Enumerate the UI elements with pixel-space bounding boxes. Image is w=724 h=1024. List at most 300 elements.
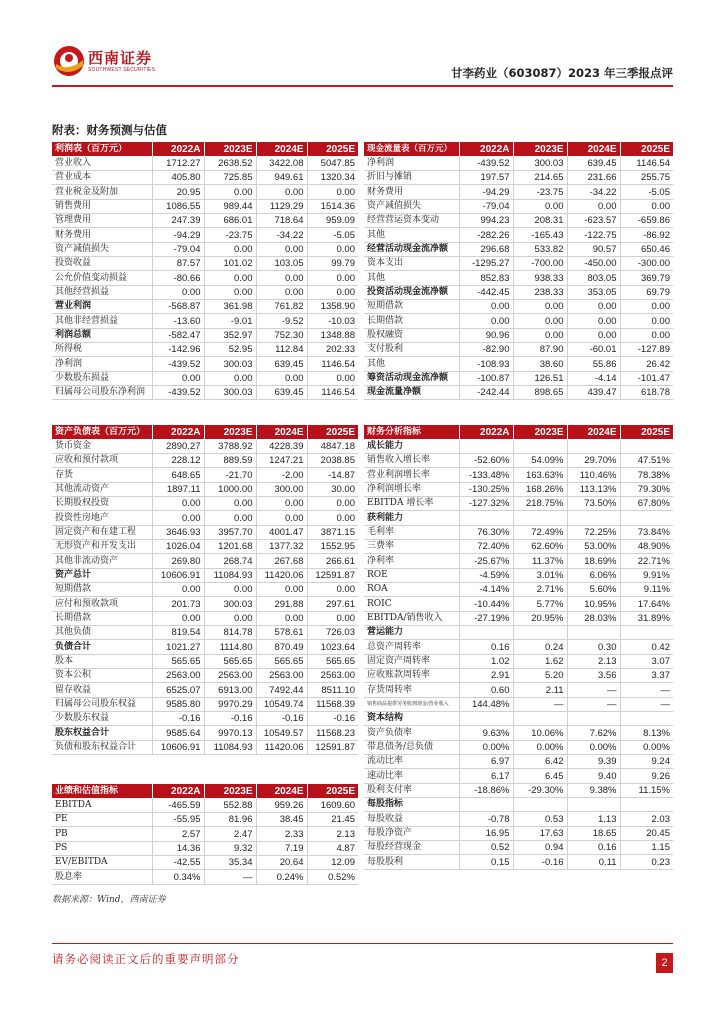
value-cell: 3.37 xyxy=(620,669,673,683)
value-cell: 565.65 xyxy=(256,654,307,668)
table-row xyxy=(364,199,673,213)
value-cell: 0.00 xyxy=(152,511,204,525)
row-label: 归属母公司股东权益 xyxy=(52,697,152,711)
value-cell: 4847.18 xyxy=(307,439,358,453)
value-cell: 725.85 xyxy=(204,171,256,185)
value-cell: 2.91 xyxy=(459,669,513,683)
row-label: 现金流量净额 xyxy=(364,386,459,400)
row-label: 负债合计 xyxy=(52,640,152,654)
value-cell: 3.56 xyxy=(567,669,620,683)
year-header-cell: 2025E xyxy=(307,425,358,439)
value-cell: 144.48% xyxy=(459,697,513,711)
table-row xyxy=(52,482,358,496)
year-header-cell: 2025E xyxy=(620,425,673,439)
year-header-cell: 2024E xyxy=(256,425,307,439)
table-row xyxy=(364,185,673,199)
value-cell: -101.47 xyxy=(620,371,673,385)
value-cell: 10606.91 xyxy=(152,568,204,582)
table-row xyxy=(52,199,358,213)
value-cell: 7.62% xyxy=(567,726,620,740)
value-cell: 0.00 xyxy=(204,185,256,199)
row-label: 每股收益 xyxy=(364,812,459,826)
value-cell: 73.84% xyxy=(620,525,673,539)
value-cell: 0.00 xyxy=(256,271,307,285)
value-cell: 214.65 xyxy=(513,171,567,185)
value-cell: -700.00 xyxy=(513,257,567,271)
year-header-cell: 2024E xyxy=(567,142,620,156)
value-cell: 5.60% xyxy=(567,583,620,597)
row-label: 筹资活动现金流净额 xyxy=(364,371,459,385)
row-label: 销售费用 xyxy=(52,199,152,213)
value-cell: 0.00 xyxy=(513,328,567,342)
table-row xyxy=(364,228,673,242)
table-row xyxy=(52,525,358,539)
table-row xyxy=(364,755,673,769)
value-cell: 1514.36 xyxy=(307,199,358,213)
row-label: 其他经营损益 xyxy=(52,285,152,299)
value-cell: -52.60% xyxy=(459,454,513,468)
table-row xyxy=(52,300,358,314)
table-row xyxy=(52,468,358,482)
table-row xyxy=(52,242,358,256)
value-cell: -80.66 xyxy=(152,271,204,285)
value-cell: 101.02 xyxy=(204,257,256,271)
table-row xyxy=(364,285,673,299)
value-cell: 9.11% xyxy=(620,583,673,597)
table-row xyxy=(52,740,358,754)
value-cell: -465.59 xyxy=(152,798,204,812)
table-row xyxy=(364,568,673,582)
row-label: 其他 xyxy=(364,357,459,371)
table-row xyxy=(52,439,358,453)
value-cell: 28.03% xyxy=(567,611,620,625)
row-label: 净利润增长率 xyxy=(364,482,459,496)
row-label: 资本公积 xyxy=(52,669,152,683)
table-row xyxy=(364,841,673,855)
table-row xyxy=(364,439,673,453)
table-row xyxy=(364,597,673,611)
row-label: 财务费用 xyxy=(364,185,459,199)
table-row xyxy=(364,371,673,385)
value-cell: 291.88 xyxy=(256,597,307,611)
value-cell: 268.74 xyxy=(204,554,256,568)
value-cell: 0.16 xyxy=(459,640,513,654)
row-label: 存货周转率 xyxy=(364,683,459,697)
table-row xyxy=(364,468,673,482)
year-header-cell: 2022A xyxy=(152,784,204,798)
value-cell: — xyxy=(620,697,673,711)
table-row xyxy=(52,683,358,697)
value-cell: 1247.21 xyxy=(256,454,307,468)
value-cell: 1552.95 xyxy=(307,540,358,554)
table-row xyxy=(52,841,358,855)
value-cell: 8.13% xyxy=(620,726,673,740)
value-cell: -14.87 xyxy=(307,468,358,482)
value-cell: 113.13% xyxy=(567,482,620,496)
value-cell: 0.00 xyxy=(307,271,358,285)
row-label: 短期借款 xyxy=(52,583,152,597)
value-cell: 11568.23 xyxy=(307,726,358,740)
table-header-row xyxy=(52,425,358,439)
row-label: EV/EBITDA xyxy=(52,856,152,870)
value-cell: -1295.27 xyxy=(459,257,513,271)
value-cell: -133.48% xyxy=(459,468,513,482)
row-label: EBITDA/销售收入 xyxy=(364,611,459,625)
table-row xyxy=(364,156,673,170)
value-cell: 266.61 xyxy=(307,554,358,568)
value-cell: 718.64 xyxy=(256,214,307,228)
value-cell: -9.52 xyxy=(256,314,307,328)
value-cell: 0.00 xyxy=(152,371,204,385)
row-label: 支付股利 xyxy=(364,343,459,357)
value-cell: -10.44% xyxy=(459,597,513,611)
row-label: ROIC xyxy=(364,597,459,611)
value-cell: 0.00 xyxy=(620,199,673,213)
row-label: 负债和股东权益合计 xyxy=(52,740,152,754)
value-cell: 163.63% xyxy=(513,468,567,482)
value-cell xyxy=(513,798,567,812)
value-cell: — xyxy=(567,683,620,697)
value-cell: 819.54 xyxy=(152,626,204,640)
value-cell xyxy=(567,712,620,726)
row-label: 营业税金及附加 xyxy=(52,185,152,199)
value-cell: 1609.60 xyxy=(307,798,358,812)
value-cell xyxy=(620,511,673,525)
value-cell: 12591.87 xyxy=(307,568,358,582)
value-cell: 99.79 xyxy=(307,257,358,271)
row-label: 所得税 xyxy=(52,343,152,357)
value-cell: 898.65 xyxy=(513,386,567,400)
value-cell: -127.32% xyxy=(459,497,513,511)
value-cell: 6.42 xyxy=(513,755,567,769)
row-label: 其他流动资产 xyxy=(52,482,152,496)
value-cell: 3422.08 xyxy=(256,156,307,170)
value-cell: 11.37% xyxy=(513,554,567,568)
value-cell: 52.95 xyxy=(204,343,256,357)
value-cell: 48.90% xyxy=(620,540,673,554)
value-cell: -439.52 xyxy=(152,357,204,371)
value-cell: -130.25% xyxy=(459,482,513,496)
row-label: 其他 xyxy=(364,228,459,242)
value-cell: 208.31 xyxy=(513,214,567,228)
value-cell: 1712.27 xyxy=(152,156,204,170)
value-cell: -439.52 xyxy=(152,386,204,400)
value-cell: 11.15% xyxy=(620,783,673,797)
value-cell xyxy=(513,712,567,726)
value-cell: -79.04 xyxy=(459,199,513,213)
value-cell: 126.51 xyxy=(513,371,567,385)
value-cell: -23.75 xyxy=(513,185,567,199)
row-label: 成长能力 xyxy=(364,439,459,453)
row-label: 经营活动现金流净额 xyxy=(364,242,459,256)
table-row xyxy=(52,497,358,511)
logo-subtitle: SOUTHWEST SECURITIES xyxy=(88,67,156,73)
value-cell: 2.13 xyxy=(307,827,358,841)
value-cell: 5.77% xyxy=(513,597,567,611)
value-cell: -300.00 xyxy=(620,257,673,271)
value-cell: 0.42 xyxy=(620,640,673,654)
row-label: 股本 xyxy=(52,654,152,668)
value-cell: 72.25% xyxy=(567,525,620,539)
value-cell: -94.29 xyxy=(459,185,513,199)
value-cell: 81.96 xyxy=(204,813,256,827)
value-cell: 11420.06 xyxy=(256,740,307,754)
value-cell: 14.36 xyxy=(152,841,204,855)
value-cell: 7.19 xyxy=(256,841,307,855)
value-cell: 10.06% xyxy=(513,726,567,740)
year-header-cell: 2023E xyxy=(204,142,256,156)
value-cell: 4.87 xyxy=(307,841,358,855)
value-cell: 439.47 xyxy=(567,386,620,400)
value-cell: 3871.15 xyxy=(307,525,358,539)
value-cell: 2563.00 xyxy=(152,669,204,683)
value-cell: 0.52 xyxy=(459,841,513,855)
value-cell: 2038.85 xyxy=(307,454,358,468)
value-cell: -0.16 xyxy=(307,712,358,726)
row-label: 资本结构 xyxy=(364,712,459,726)
table-row xyxy=(52,654,358,668)
table-header-row xyxy=(364,142,673,156)
value-cell xyxy=(513,626,567,640)
row-label: 其他负债 xyxy=(52,626,152,640)
year-header-cell: 2024E xyxy=(256,142,307,156)
value-cell: 17.64% xyxy=(620,597,673,611)
value-cell: 353.05 xyxy=(567,285,620,299)
value-cell: -4.59% xyxy=(459,568,513,582)
value-cell: 11568.39 xyxy=(307,697,358,711)
value-cell: -5.05 xyxy=(307,228,358,242)
row-label: PB xyxy=(52,827,152,841)
value-cell: -582.47 xyxy=(152,328,204,342)
row-label: 每股指标 xyxy=(364,798,459,812)
value-cell: 814.78 xyxy=(204,626,256,640)
value-cell: 0.00 xyxy=(567,300,620,314)
row-label: 资产负债率 xyxy=(364,726,459,740)
value-cell: 533.82 xyxy=(513,242,567,256)
data-source-note: 数据来源：Wind，西南证券 xyxy=(52,895,166,905)
year-header-cell: 2023E xyxy=(513,142,567,156)
value-cell: 9585.80 xyxy=(152,697,204,711)
value-cell: — xyxy=(513,697,567,711)
year-header-cell: 2025E xyxy=(620,142,673,156)
value-cell xyxy=(567,798,620,812)
row-label: 长期借款 xyxy=(52,611,152,625)
value-cell: 0.00 xyxy=(567,199,620,213)
table-title-cell: 财务分析指标 xyxy=(364,425,459,439)
value-cell: 0.00 xyxy=(204,371,256,385)
value-cell: 9.40 xyxy=(567,769,620,783)
value-cell: -0.16 xyxy=(204,712,256,726)
value-cell: 20.95 xyxy=(152,185,204,199)
table-row xyxy=(52,669,358,683)
value-cell: 1348.88 xyxy=(307,328,358,342)
value-cell xyxy=(620,439,673,453)
value-cell xyxy=(620,712,673,726)
value-cell: -100.87 xyxy=(459,371,513,385)
row-label: 每股净资产 xyxy=(364,826,459,840)
row-label: PS xyxy=(52,841,152,855)
row-label: 总资产周转率 xyxy=(364,640,459,654)
value-cell: -4.14 xyxy=(567,371,620,385)
value-cell: -82.90 xyxy=(459,343,513,357)
value-cell: 0.53 xyxy=(513,812,567,826)
row-label: 无形资产和开发支出 xyxy=(52,540,152,554)
row-label: 销售商品提供劳务收到现金/营业收入 xyxy=(364,697,459,711)
value-cell: -25.67% xyxy=(459,554,513,568)
row-label: 资产减值损失 xyxy=(364,199,459,213)
table-row xyxy=(52,371,358,385)
table-row xyxy=(364,482,673,496)
value-cell: 72.49% xyxy=(513,525,567,539)
table-row xyxy=(52,171,358,185)
disclaimer-text: 请务必阅读正文后的重要声明部分 xyxy=(52,952,240,966)
row-label: 股东权益合计 xyxy=(52,726,152,740)
value-cell: 1320.34 xyxy=(307,171,358,185)
value-cell: 197.57 xyxy=(459,171,513,185)
value-cell: 87.57 xyxy=(152,257,204,271)
row-label: 营运能力 xyxy=(364,626,459,640)
value-cell: 22.71% xyxy=(620,554,673,568)
value-cell: 0.00% xyxy=(459,740,513,754)
value-cell: 9970.29 xyxy=(204,697,256,711)
value-cell: 1086.55 xyxy=(152,199,204,213)
value-cell: 21.45 xyxy=(307,813,358,827)
value-cell: 9.32 xyxy=(204,841,256,855)
value-cell: 3957.70 xyxy=(204,525,256,539)
table-row xyxy=(52,611,358,625)
row-label: 净利润 xyxy=(364,156,459,170)
row-label: 投资收益 xyxy=(52,257,152,271)
value-cell: 26.42 xyxy=(620,357,673,371)
value-cell: 9.91% xyxy=(620,568,673,582)
row-label: 短期借款 xyxy=(364,300,459,314)
value-cell: -0.78 xyxy=(459,812,513,826)
value-cell xyxy=(459,511,513,525)
value-cell: 6.97 xyxy=(459,755,513,769)
value-cell: 5.20 xyxy=(513,669,567,683)
value-cell: 3.01% xyxy=(513,568,567,582)
table-row xyxy=(364,712,673,726)
row-label: 投资性房地产 xyxy=(52,511,152,525)
balance-sheet-table xyxy=(52,425,358,755)
value-cell: 9585.64 xyxy=(152,726,204,740)
value-cell: -442.45 xyxy=(459,285,513,299)
header-divider xyxy=(52,85,673,87)
table-row xyxy=(364,740,673,754)
value-cell: 1129.29 xyxy=(256,199,307,213)
table-header-row xyxy=(52,142,358,156)
value-cell: 90.57 xyxy=(567,242,620,256)
value-cell: -142.96 xyxy=(152,343,204,357)
value-cell: 565.65 xyxy=(152,654,204,668)
row-label: 获利能力 xyxy=(364,511,459,525)
year-header-cell: 2022A xyxy=(459,425,513,439)
value-cell: 0.00 xyxy=(256,511,307,525)
table-row xyxy=(52,856,358,870)
value-cell: 1.13 xyxy=(567,812,620,826)
table-row xyxy=(364,726,673,740)
footer-divider xyxy=(52,943,673,944)
table-row xyxy=(52,185,358,199)
value-cell: 2890.27 xyxy=(152,439,204,453)
row-label: 营业成本 xyxy=(52,171,152,185)
row-label: 每股股利 xyxy=(364,855,459,869)
table-row xyxy=(52,454,358,468)
value-cell: 2.71% xyxy=(513,583,567,597)
table-row xyxy=(364,271,673,285)
value-cell: 0.52% xyxy=(307,870,358,884)
value-cell: 0.00 xyxy=(152,497,204,511)
table-header-row xyxy=(364,425,673,439)
value-cell: -659.86 xyxy=(620,214,673,228)
value-cell: 726.03 xyxy=(307,626,358,640)
value-cell: 0.00 xyxy=(204,242,256,256)
value-cell: 0.00 xyxy=(256,583,307,597)
table-row xyxy=(52,626,358,640)
value-cell: 53.00% xyxy=(567,540,620,554)
table-row xyxy=(364,697,673,711)
table-row xyxy=(364,683,673,697)
value-cell: 0.00 xyxy=(204,611,256,625)
value-cell: 0.24 xyxy=(513,640,567,654)
value-cell: -60.01 xyxy=(567,343,620,357)
value-cell: 0.00 xyxy=(256,285,307,299)
value-cell: 0.60 xyxy=(459,683,513,697)
value-cell: 639.45 xyxy=(256,357,307,371)
value-cell: -0.16 xyxy=(513,855,567,869)
value-cell: -34.22 xyxy=(256,228,307,242)
value-cell: 0.00 xyxy=(513,199,567,213)
value-cell: 0.00 xyxy=(620,300,673,314)
value-cell xyxy=(459,712,513,726)
value-cell: 803.05 xyxy=(567,271,620,285)
value-cell: 6525.07 xyxy=(152,683,204,697)
row-label: 公允价值变动损益 xyxy=(52,271,152,285)
value-cell: 0.00 xyxy=(307,511,358,525)
value-cell: -439.52 xyxy=(459,156,513,170)
year-header-cell: 2023E xyxy=(204,425,256,439)
value-cell: 2.57 xyxy=(152,827,204,841)
table-title-cell: 业绩和估值指标 xyxy=(52,784,152,798)
value-cell: 76.30% xyxy=(459,525,513,539)
row-label: 其他非经营损益 xyxy=(52,314,152,328)
value-cell: 0.00 xyxy=(307,285,358,299)
row-label: 三费率 xyxy=(364,540,459,554)
table-row xyxy=(52,214,358,228)
table-row xyxy=(52,870,358,884)
value-cell: 247.39 xyxy=(152,214,204,228)
value-cell: -108.93 xyxy=(459,357,513,371)
value-cell: 2563.00 xyxy=(204,669,256,683)
table-row xyxy=(364,357,673,371)
value-cell: 55.86 xyxy=(567,357,620,371)
value-cell: -18.86% xyxy=(459,783,513,797)
value-cell: 10606.91 xyxy=(152,740,204,754)
row-label: 速动比率 xyxy=(364,769,459,783)
value-cell: -27.19% xyxy=(459,611,513,625)
value-cell: 1146.54 xyxy=(620,156,673,170)
value-cell: 2.03 xyxy=(620,812,673,826)
value-cell: 38.60 xyxy=(513,357,567,371)
table-row xyxy=(364,798,673,812)
value-cell: 0.00 xyxy=(204,271,256,285)
value-cell: -86.92 xyxy=(620,228,673,242)
value-cell: 202.33 xyxy=(307,343,358,357)
value-cell: 9.39 xyxy=(567,755,620,769)
row-label: 资产总计 xyxy=(52,568,152,582)
value-cell: 297.61 xyxy=(307,597,358,611)
row-label: 归属母公司股东净利润 xyxy=(52,386,152,400)
